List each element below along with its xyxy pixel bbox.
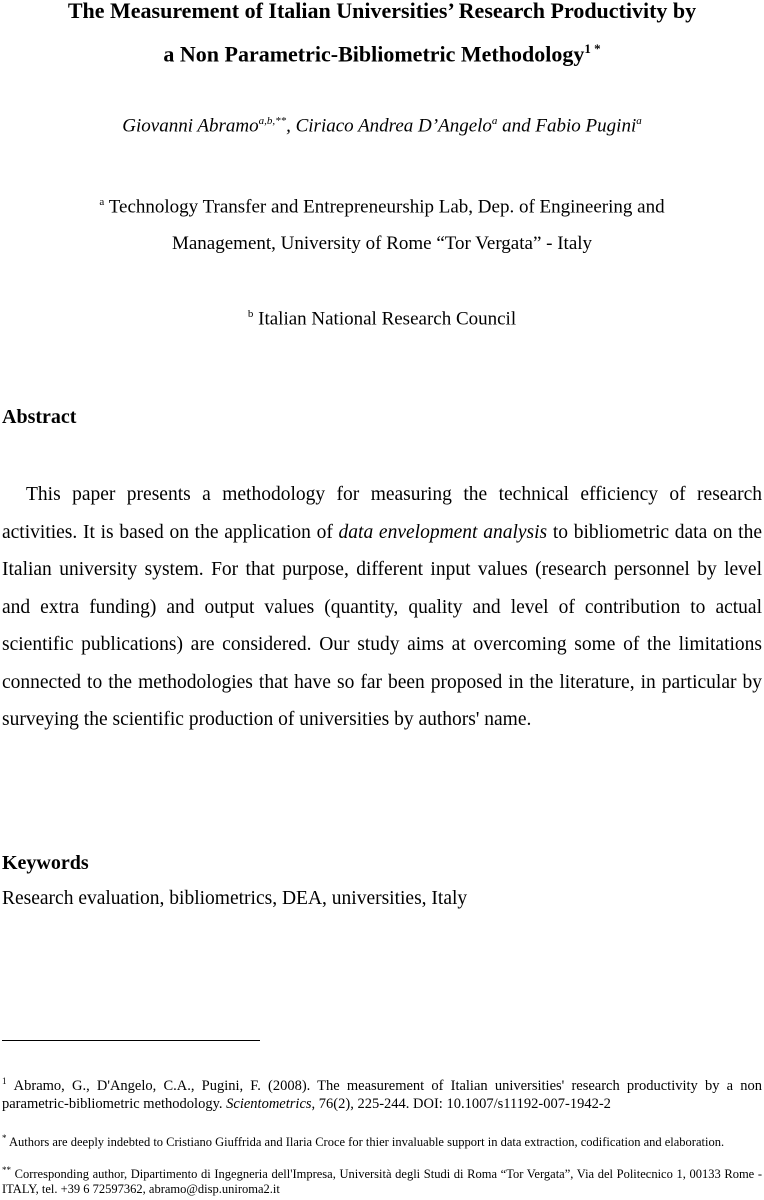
keywords-text: Research evaluation, bibliometrics, DEA, universities, Italy [2, 888, 468, 909]
author-name: Fabio Pugini [535, 115, 637, 137]
affiliation-a-line-2: Management, University of Rome “Tor Vergata” - Italy [171, 233, 593, 255]
abstract-text-2: to bibliometric data on the Italian university system. For that purpose, different input values (research personnel by level and extra funding) and output values (quantity, quality and level of contribution to actual scientific publications) are considered. Our study aims at overcoming some of the limitations connected to the methodologies that have so far been proposed in the literature, in particular by surveying the scientific production of universities by authors' name. [2, 521, 763, 730]
author-separator: and [497, 115, 536, 137]
footnote-1-text-1: Abramo, G., D'Angelo, C.A., Pugini, F. (2008). The measurement of Italian universities' research productivity by a non parametric-bibliometric methodology. [2, 1077, 762, 1112]
abstract-heading: Abstract [2, 406, 77, 428]
affiliation-a-line-1: Technology Transfer and Entrepreneurship Lab, Dep. of Engineering and [108, 196, 665, 218]
paper-title [0, 0, 764, 73]
footnote-1-journal: Scientometrics [226, 1095, 312, 1112]
author-separator: , [286, 115, 296, 137]
abstract-italic: data envelopment analysis [338, 521, 548, 543]
footnote-3 [2, 1163, 762, 1197]
footnote-1 [2, 1072, 762, 1113]
affiliation-b-text: Italian National Research Council [258, 308, 517, 330]
affiliation-b [0, 296, 764, 337]
footnote-3-mark: ** [2, 1165, 11, 1175]
abstract-body [2, 476, 762, 739]
author-name: Giovanni Abramo [122, 115, 259, 137]
author-affiliation-mark: a [491, 115, 498, 127]
author-affiliation-mark: a,b,** [258, 115, 287, 127]
author-affiliation-mark: a [636, 115, 642, 127]
abstract-text-1: This paper presents a methodology for measuring the technical efficiency of research activities. It is based on the application of [2, 484, 762, 543]
footnote-divider [2, 1040, 260, 1041]
affiliation-b-mark: b [247, 308, 254, 320]
footnote-2-text: Authors are deeply indebted to Cristiano Giuffrida and Ilaria Croce for thier invaluable support in data extraction, codification and elaboration. [8, 1135, 725, 1150]
title-line-2: a Non Parametric-Bibliometric Methodology$^{1 *}$ [163, 41, 601, 67]
title-footnote-marks: 1 * [584, 41, 601, 56]
footnote-3-text: Corresponding author, Dipartimento di Ingegneria dell'Impresa, Università degli Studi di Roma “Tor Vergata”, Via del Politecnico 1, 00133 Rome - ITALY, tel. +39 6 72597362, abramo@disp.uniroma2.it [2, 1167, 763, 1197]
affiliation-a [0, 184, 764, 262]
author-list [0, 115, 764, 137]
author-name: Ciriaco Andrea D’Angelo [295, 115, 492, 137]
footnote-2-mark: * [2, 1133, 7, 1143]
footnote-1-mark: 1 [2, 1076, 7, 1086]
keywords-heading: Keywords [2, 852, 89, 874]
affiliation-a-mark: a [99, 196, 105, 208]
footnote-1-text-2: , 76(2), 225-244. DOI: 10.1007/s11192-007-1942-2 [311, 1095, 611, 1112]
footnote-2 [2, 1131, 762, 1150]
title-line-1: The Measurement of Italian Universities’ Research Productivity by [67, 0, 697, 23]
